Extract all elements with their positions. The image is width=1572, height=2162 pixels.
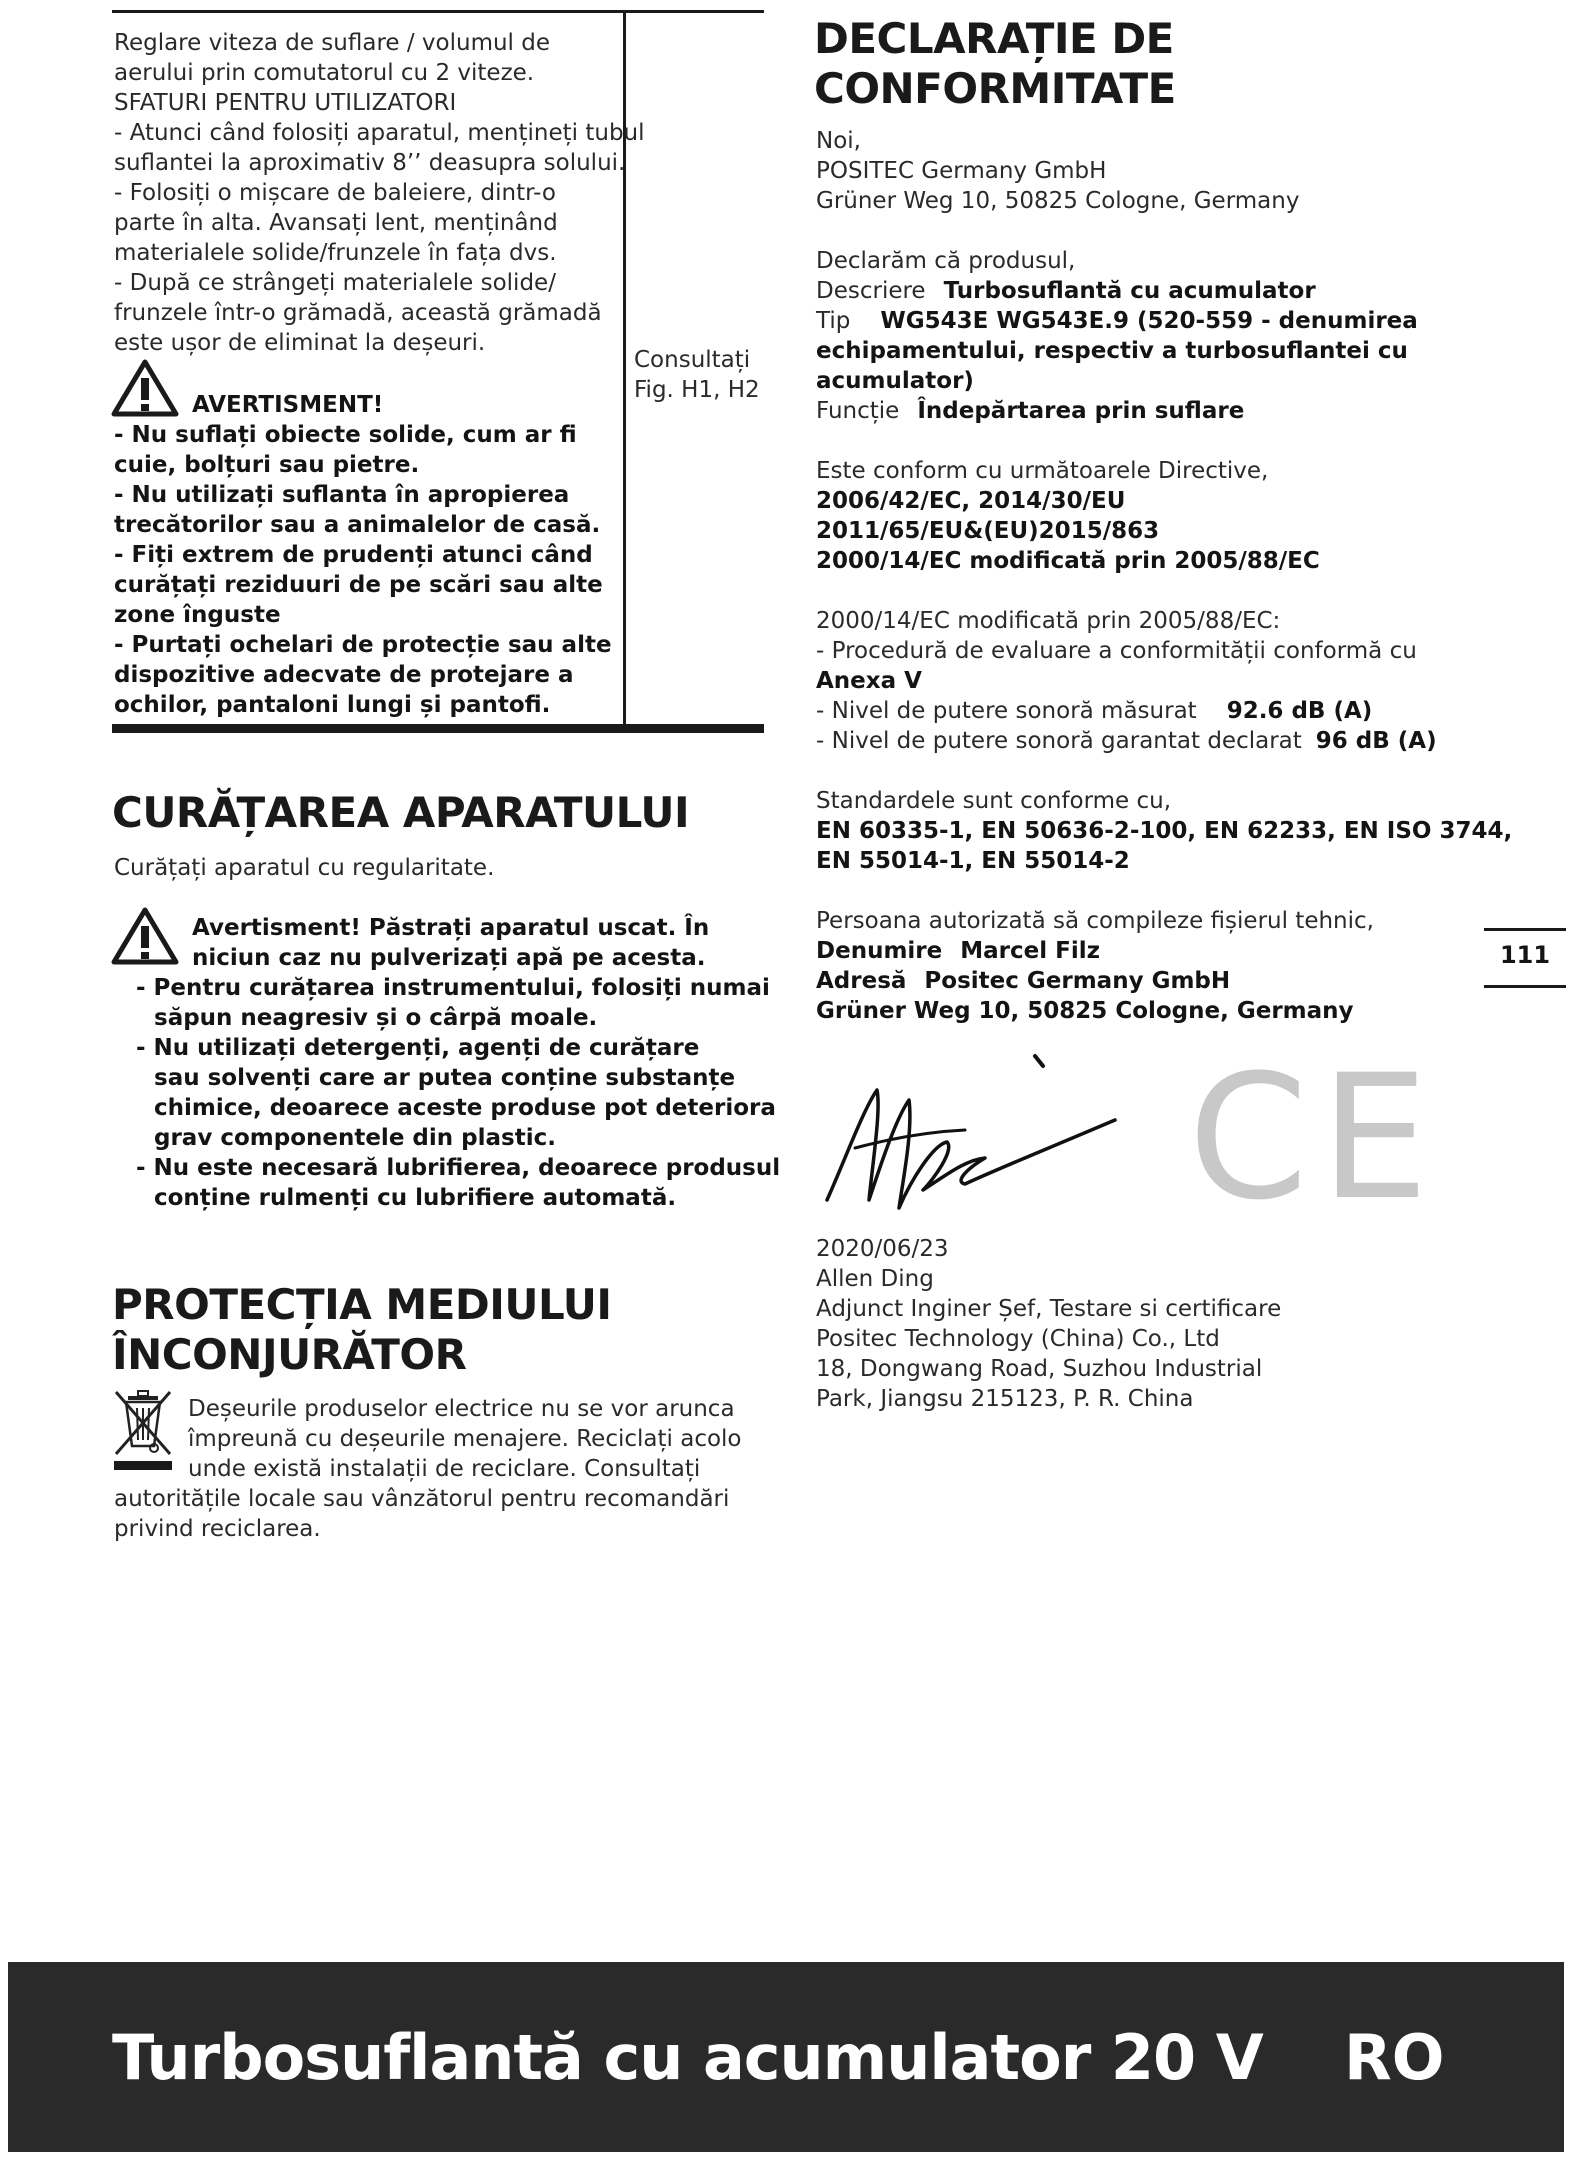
page-number-rule-top [1484, 928, 1566, 931]
text-line: grav componentele din plastic. [154, 1125, 556, 1151]
text-line: ochilor, pantaloni lungi și pantofi. [114, 692, 551, 718]
text-line: Noi, [816, 128, 861, 154]
text-line: Deșeurile produselor electrice nu se vor arunca [188, 1396, 735, 1422]
text-line: Anexa V [816, 668, 922, 694]
recycling-text [114, 1394, 742, 1544]
text-line: suflantei la aproximativ 8’’ deasupra solului. [114, 150, 626, 176]
text-line: EN 55014-1, EN 55014-2 [816, 848, 1130, 874]
text-line: Avertisment! Păstrați aparatul uscat. În [192, 915, 710, 941]
footer-language: RO [1344, 2021, 1445, 2094]
text-line: Standardele sunt conforme cu, [816, 788, 1172, 814]
text-line: echipamentului, respectiv a turbosuflantei cu [816, 338, 1408, 364]
page-number: 111 [1499, 941, 1551, 969]
text-line: conține rulmenți cu lubrifiere automată. [154, 1185, 677, 1211]
description-label: Descriere [816, 278, 926, 304]
text-line: dispozitive adecvate de protejare a [114, 662, 574, 688]
text-line: ÎNCONJURĂTOR [112, 1330, 467, 1379]
figure-reference [634, 345, 760, 405]
name-label: Denumire [816, 938, 943, 964]
text-line: unde există instalații de reciclare. Consultați [188, 1456, 701, 1482]
text-line: zone înguste [114, 602, 281, 628]
text-line: POSITEC Germany GmbH [816, 158, 1107, 184]
text-line: frunzele într-o grămadă, această grămadă [114, 300, 602, 326]
text-line: Este conform cu următoarele Directive, [816, 458, 1269, 484]
text-line: cuie, bolțuri sau pietre. [114, 452, 420, 478]
declaration-body [816, 126, 1516, 1026]
function-label: Funcție [816, 398, 900, 424]
text-line: - Atunci când folosiți aparatul, mențineți tubul [114, 120, 645, 146]
guaranteed-value: 96 dB (A) [1315, 728, 1437, 754]
text-line: niciun caz nu pulverizați apă pe acesta. [192, 945, 706, 971]
cleaning-intro: Curățați aparatul cu regularitate. [114, 855, 495, 881]
usage-tips [114, 28, 645, 358]
measured-value: 92.6 dB (A) [1226, 698, 1373, 724]
ce-mark-icon: CE [1188, 1037, 1441, 1238]
bottom-rule [112, 724, 764, 733]
text-line: este ușor de eliminat la deșeuri. [114, 330, 486, 356]
text-line: CONFORMITATE [814, 64, 1176, 113]
text-line: - Procedură de evaluare a conformității conformă cu [816, 638, 1417, 664]
footer-bar [8, 1962, 1564, 2152]
text-line: Grüner Weg 10, 50825 Cologne, Germany [816, 998, 1354, 1024]
cleaning-list [114, 973, 780, 1213]
name-value: Marcel Filz [960, 938, 1100, 964]
text-line: chimice, deoarece aceste produse pot deteriora [154, 1095, 776, 1121]
list-item: - Nu este necesară lubrifierea, deoarece produsul [136, 1155, 781, 1181]
list-item: - Pentru curățarea instrumentului, folosiți numai [136, 975, 770, 1001]
address-label: Adresă [816, 968, 907, 994]
warning-triangle-icon [110, 906, 180, 966]
text-line: Fig. H1, H2 [634, 377, 760, 403]
text-line: - După ce strângeți materialele solide/ [114, 270, 556, 296]
text-line: 2000/14/EC modificată prin 2005/88/EC: [816, 608, 1281, 634]
signer-block [816, 1234, 1281, 1414]
text-line: - Nu utilizați suflanta în apropierea [114, 482, 570, 508]
type-value: WG543E WG543E.9 (520-559 - denumirea [880, 308, 1418, 334]
text-line: parte în alta. Avansați lent, menținând [114, 210, 558, 236]
warning-list [114, 420, 612, 720]
description-value: Turbosuflantă cu acumulator [943, 278, 1316, 304]
text-line: aerului prin comutatorul cu 2 viteze. [114, 60, 535, 86]
warning-title: AVERTISMENT! [192, 392, 384, 418]
text-line: materialele solide/frunzele în fața dvs. [114, 240, 557, 266]
text-line: sau solvenți care ar putea conține substanțe [154, 1065, 736, 1091]
text-line: trecătorilor sau a animalelor de casă. [114, 512, 601, 538]
text-line: Declarăm că produsul, [816, 248, 1076, 274]
text-line: Persoana autorizată să compileze fișierul tehnic, [816, 908, 1374, 934]
text-line: - Folosiți o mișcare de baleiere, dintr-o [114, 180, 556, 206]
text-line: 18, Dongwang Road, Suzhou Industrial [816, 1356, 1263, 1382]
footer-title: Turbosuflantă cu acumulator 20 V [112, 2021, 1263, 2094]
function-value: Îndepărtarea prin suflare [917, 398, 1245, 424]
text-line: - Purtați ochelari de protecție sau alte [114, 632, 612, 658]
text-line: PROTECȚIA MEDIULUI [112, 1280, 612, 1329]
text-line: - Fiți extrem de prudenți atunci când [114, 542, 593, 568]
text-line: 2011/65/EU&(EU)2015/863 [816, 518, 1160, 544]
signer-name: Allen Ding [816, 1266, 934, 1292]
measured-label: - Nivel de putere sonoră măsurat [816, 698, 1197, 724]
text-line: SFATURI PENTRU UTILIZATORI [114, 90, 457, 116]
text-line: - Nu suflați obiecte solide, cum ar fi [114, 422, 577, 448]
warning-triangle-icon [110, 358, 180, 418]
text-line: Park, Jiangsu 215123, P. R. China [816, 1386, 1194, 1412]
text-line: privind reciclarea. [114, 1516, 321, 1542]
address-value: Positec Germany GmbH [924, 968, 1231, 994]
signature [815, 1050, 1145, 1220]
text-line: Grüner Weg 10, 50825 Cologne, Germany [816, 188, 1300, 214]
text-line: Consultați [634, 347, 751, 373]
text-line: EN 60335-1, EN 50636-2-100, EN 62233, EN ISO 3744, [816, 818, 1513, 844]
type-label: Tip [816, 308, 851, 334]
text-line: autoritățile locale sau vânzătorul pentru recomandări [114, 1486, 730, 1512]
signer-company: Positec Technology (China) Co., Ltd [816, 1326, 1220, 1352]
top-rule [112, 10, 764, 13]
cleaning-title: CURĂȚAREA APARATULUI [112, 788, 690, 837]
cleaning-warning [192, 913, 709, 973]
declaration-title [814, 14, 1176, 114]
environment-title [112, 1280, 611, 1380]
guaranteed-label: - Nivel de putere sonoră garantat declarat [816, 728, 1302, 754]
text-line: 2006/42/EC, 2014/30/EU [816, 488, 1126, 514]
text-line: acumulator) [816, 368, 974, 394]
text-line: săpun neagresiv și o cârpă moale. [154, 1005, 598, 1031]
text-line: 2000/14/EC modificată prin 2005/88/EC [816, 548, 1320, 574]
page-number-rule-bottom [1484, 985, 1566, 988]
text-line: DECLARAȚIE DE [814, 14, 1174, 63]
signature-date: 2020/06/23 [816, 1236, 949, 1262]
text-line: Reglare viteza de suflare / volumul de [114, 30, 551, 56]
text-line: împreună cu deșeurile menajere. Reciclați acolo [188, 1426, 742, 1452]
text-line: curățați reziduuri de pe scări sau alte [114, 572, 603, 598]
signer-title: Adjunct Inginer Șef, Testare si certificare [816, 1296, 1282, 1322]
list-item: - Nu utilizați detergenți, agenți de curățare [136, 1035, 700, 1061]
